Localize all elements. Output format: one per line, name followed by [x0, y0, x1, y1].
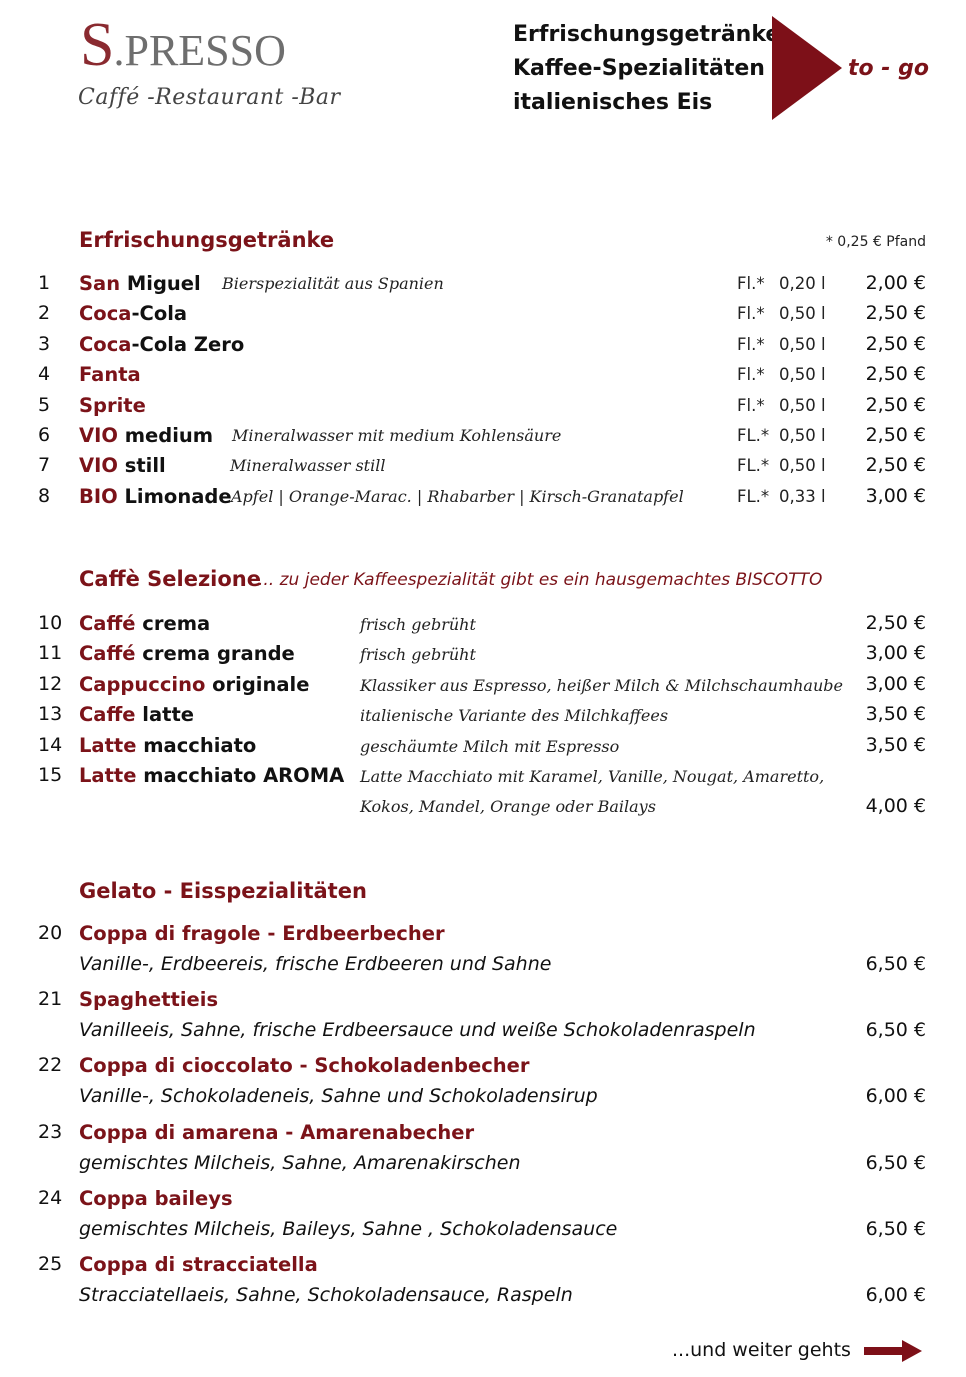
item-number: 23 [38, 1120, 63, 1143]
item-price: 6,00 € [865, 1085, 926, 1108]
item-name-highlight: VIO [79, 454, 118, 478]
item-name: Coppa baileys [79, 1186, 233, 1210]
item-number: 5 [38, 393, 51, 416]
item-number: 12 [38, 672, 63, 695]
item-number: 2 [38, 302, 51, 325]
item-name-rest: medium [117, 424, 214, 447]
item-name-rest: latte [135, 703, 194, 727]
item-name: Spaghettieis [79, 988, 219, 1012]
play-triangle-icon [772, 16, 842, 120]
item-unit: Fl.* [737, 334, 765, 354]
item-volume: 0,50 l [779, 304, 826, 324]
item-description: frisch gebrüht [360, 615, 476, 634]
item-name: Coppa di amarena - Amarenabecher [79, 1120, 475, 1144]
item-price: 2,50 € [865, 454, 926, 477]
item-unit: Fl.* [737, 304, 765, 324]
item-name [79, 612, 210, 635]
item-price: 3,00 € [865, 672, 926, 695]
item-number: 24 [38, 1186, 63, 1209]
item-price: 4,00 € [865, 795, 926, 817]
item-number: 21 [38, 988, 63, 1011]
item-unit: Fl.* [737, 395, 765, 415]
item-name-highlight: Cappuccino [79, 672, 206, 696]
item-name-rest: crema grande [135, 642, 295, 666]
item-name-highlight: Sprite [79, 393, 146, 417]
item-volume: 0,50 l [779, 395, 826, 415]
item-number: 7 [38, 454, 51, 477]
item-unit: Fl.* [737, 365, 765, 385]
item-name-highlight: Caffé [79, 612, 136, 635]
logo-tagline: Caffé -Restaurant -Bar [78, 85, 341, 110]
item-description: Apfel | Orange-Marac. | Rhabarber | Kirsch-Granatapfel [231, 486, 684, 506]
item-name-rest: macchiato [136, 733, 257, 757]
item-price: 3,00 € [865, 484, 926, 507]
header-line-3: italienisches Eis [513, 90, 713, 115]
item-name [79, 363, 141, 386]
item-volume: 0,20 l [779, 274, 826, 293]
item-price: 3,00 € [865, 642, 926, 665]
item-name-highlight: Latte [79, 733, 137, 757]
item-volume: 0,50 l [779, 334, 826, 354]
item-volume: 0,33 l [779, 486, 826, 506]
item-name-rest: macchiato AROMA [136, 764, 345, 787]
item-description: Mineralwasser still [230, 456, 386, 476]
item-unit: FL.* [737, 486, 770, 506]
item-number: 22 [38, 1054, 63, 1077]
header-line-1: Erfrischungsgetränke [513, 22, 781, 47]
item-volume: 0,50 l [779, 426, 826, 445]
header-line-2: Kaffee-Spezialitäten [513, 56, 765, 81]
item-number: 6 [38, 424, 51, 446]
item-name: Coppa di stracciatella [79, 1253, 318, 1276]
item-price: 6,50 € [865, 1019, 926, 1042]
section-title-coffee: Caffè Selezione [79, 567, 261, 591]
to-go-label: to - go [848, 56, 929, 81]
item-name [79, 272, 201, 295]
item-volume: 0,50 l [779, 365, 826, 385]
item-name-rest: still [117, 454, 166, 478]
item-name [79, 764, 344, 787]
item-name-highlight: Coca [79, 332, 132, 356]
item-number: 25 [38, 1253, 63, 1275]
item-description: Mineralwasser mit medium Kohlensäure [232, 426, 562, 445]
item-description: geschäumte Milch mit Espresso [360, 736, 620, 756]
item-name-highlight: Coca [79, 302, 132, 326]
biscotto-slogan: ... zu jeder Kaffeespezialität gibt es ein hausgemachtes BISCOTTO [258, 570, 823, 590]
item-price: 2,50 € [865, 612, 926, 634]
item-price: 2,50 € [865, 332, 926, 355]
item-description: Stracciatellaeis, Sahne, Schokoladensauce, Raspeln [79, 1284, 573, 1306]
deposit-note: * 0,25 € Pfand [825, 234, 926, 250]
item-name-rest: -Cola [131, 302, 188, 326]
item-description: Klassiker aus Espresso, heißer Milch & Milchschaumhaube [360, 675, 843, 695]
item-price: 3,50 € [865, 703, 926, 726]
item-price: 6,00 € [865, 1284, 926, 1306]
item-price: 2,00 € [865, 272, 926, 294]
item-number: 15 [38, 764, 63, 786]
item-number: 14 [38, 733, 63, 756]
item-number: 1 [38, 272, 51, 294]
item-name-rest: Limonade [117, 484, 232, 508]
item-name-highlight: BIO [79, 484, 118, 508]
item-price: 2,50 € [865, 424, 926, 446]
item-name [79, 642, 295, 665]
item-name-highlight: San [79, 272, 121, 295]
item-name-highlight: Latte [79, 764, 137, 787]
continue-text: ...und weiter gehts [672, 1339, 851, 1361]
item-name: Coppa di cioccolato - Schokoladenbecher [79, 1054, 530, 1078]
item-description: Vanille-, Schokoladeneis, Sahne und Schokoladensirup [79, 1085, 598, 1108]
item-number: 3 [38, 332, 51, 355]
item-name [79, 394, 146, 417]
item-name [79, 302, 187, 325]
item-price: 6,50 € [865, 953, 926, 975]
item-price: 2,50 € [865, 302, 926, 325]
item-number: 13 [38, 703, 63, 726]
item-name [79, 333, 244, 356]
item-number: 10 [38, 612, 63, 634]
item-unit: FL.* [737, 426, 770, 445]
item-name-highlight: Caffé [79, 642, 136, 666]
item-description: frisch gebrüht [360, 645, 476, 665]
item-name [79, 485, 232, 508]
item-name-rest: Miguel [120, 272, 201, 295]
item-volume: 0,50 l [779, 456, 826, 476]
item-price: 6,50 € [865, 1151, 926, 1174]
item-description: Latte Macchiato mit Karamel, Vanille, Nougat, Amaretto, [360, 767, 825, 786]
item-name-highlight: VIO [79, 424, 118, 447]
item-name [79, 673, 309, 696]
item-number: 11 [38, 642, 63, 665]
item-name-rest: originale [205, 672, 310, 696]
item-name [79, 424, 213, 447]
item-name [79, 703, 194, 726]
item-price: 2,50 € [865, 393, 926, 416]
arrow-right-icon [862, 1338, 924, 1364]
logo-wordmark: .PRESSO [113, 26, 286, 75]
item-name: Coppa di fragole - Erdbeerbecher [79, 922, 445, 945]
item-name-rest: -Cola Zero [131, 332, 245, 356]
item-price: 2,50 € [865, 363, 926, 386]
item-unit: FL.* [737, 456, 770, 476]
item-name [79, 454, 166, 477]
item-description: italienische Variante des Milchkaffees [360, 706, 669, 726]
item-name-highlight: Fanta [79, 363, 141, 387]
item-name-rest: crema [135, 612, 211, 635]
item-price: 6,50 € [865, 1217, 926, 1240]
logo [80, 10, 286, 81]
item-description: Vanille-, Erdbeereis, frische Erdbeeren und Sahne [79, 953, 552, 975]
item-name-highlight: Caffe [79, 703, 136, 727]
logo-initial: S [80, 11, 114, 79]
section-title-gelato: Gelato - Eisspezialitäten [79, 879, 367, 903]
item-description: Bierspezialität aus Spanien [222, 274, 444, 293]
section-title-drinks: Erfrischungsgetränke [79, 228, 335, 252]
item-number: 4 [38, 363, 51, 386]
item-price: 3,50 € [865, 733, 926, 756]
item-description-cont: Kokos, Mandel, Orange oder Bailays [360, 797, 656, 816]
item-name [79, 734, 256, 757]
item-description: gemischtes Milcheis, Sahne, Amarenakirschen [79, 1151, 521, 1174]
item-number: 20 [38, 922, 63, 944]
item-description: gemischtes Milcheis, Baileys, Sahne , Schokoladensauce [79, 1217, 618, 1240]
item-unit: Fl.* [737, 274, 765, 293]
item-number: 8 [38, 484, 51, 507]
item-description: Vanilleeis, Sahne, frische Erdbeersauce und weiße Schokoladenraspeln [79, 1019, 756, 1042]
